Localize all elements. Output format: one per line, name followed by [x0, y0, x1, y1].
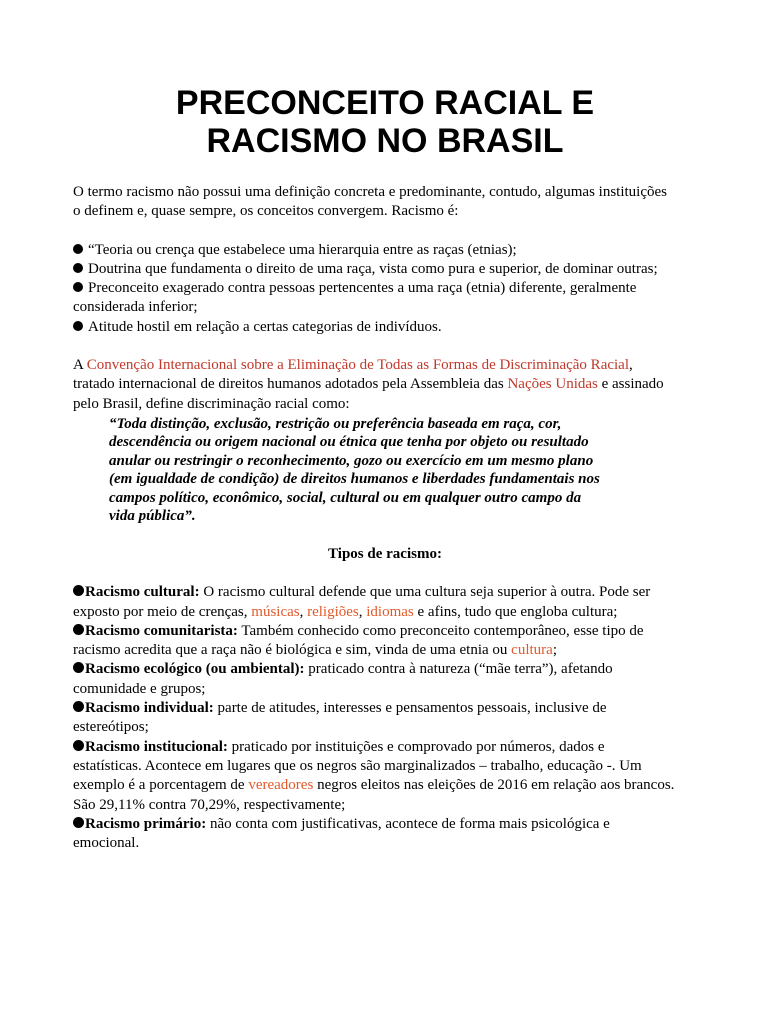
- intro-paragraph: [73, 183, 697, 222]
- convention-link[interactable]: Convenção Internacional sobre a Eliminação de Todas as Formas de Discriminação Racial: [86, 357, 629, 374]
- intro-line-2: o definem e, quase sempre, os conceitos convergem. Racismo é:: [73, 203, 459, 220]
- cultura-link[interactable]: cultura: [511, 642, 553, 659]
- religioes-link[interactable]: religiões: [307, 603, 359, 620]
- idiomas-link[interactable]: idiomas: [366, 603, 414, 620]
- title-line-2: RACISMO NO BRASIL: [206, 122, 564, 160]
- musicas-link[interactable]: músicas: [251, 603, 300, 620]
- definition-item: Doutrina que fundamenta o direito de uma raça, vista como pura e superior, de dominar outras;: [73, 260, 697, 279]
- spacer: [73, 222, 697, 241]
- type-item-ecologico: Racismo ecológico (ou ambiental): praticado contra à natureza (“mãe terra”), afetando comunidade e grupos;: [73, 661, 613, 697]
- bullet-icon: [73, 585, 84, 596]
- intro-line-1: O termo racismo não possui uma definição concreta e predominante, contudo, algumas instituições: [73, 184, 667, 200]
- bullet-icon: [73, 321, 83, 331]
- vereadores-link[interactable]: vereadores: [248, 777, 314, 794]
- type-item-institucional: Racismo institucional: praticado por instituições e comprovado por números, dados e estatísticas. Acontece em lugares que os negros são marginalizados – trabalho, educação -. Um exemplo é a porcentagem de vereadores negros eleitos nas eleições de 2016 em relação aos brancos. São 29,11% contra 70,29%, respectivamente;: [73, 738, 675, 813]
- bullet-icon: [73, 263, 83, 273]
- definition-item: Atitude hostil em relação a certas categorias de indivíduos.: [73, 318, 697, 337]
- definition-item-continuation: considerada inferior;: [73, 299, 198, 316]
- type-item-cultural: Racismo cultural: O racismo cultural defende que uma cultura seja superior à outra. Pode ser exposto por meio de crenças, músicas, religiões, idiomas e afins, tudo que engloba cultura;: [73, 584, 651, 620]
- convention-paragraph: A Convenção Internacional sobre a Eliminação de Todas as Formas de Discriminação Racial, tratado internacional de direitos humanos adotados pela Assembleia das Nações Unidas e assinado pelo Brasil, define discriminação racial como:: [73, 357, 664, 412]
- definition-list: [73, 241, 697, 337]
- document-page: [73, 84, 697, 853]
- bullet-icon: [73, 740, 84, 751]
- bullet-icon: [73, 701, 84, 712]
- definition-quote: “Toda distinção, exclusão, restrição ou preferência baseada em raça, cor, descendência ou origem nacional ou étnica que tenha por objeto ou resultado anular ou restringir o reconhecimento, gozo ou exercício em um mesmo plano (em igualdade de condição) de direitos humanos e liberdades fundamentais nos campos político, econômico, social, cultural ou em qualquer outro campo da vida pública”.: [109, 415, 600, 525]
- bullet-icon: [73, 282, 83, 292]
- bullet-icon: [73, 817, 84, 828]
- type-item-individual: Racismo individual: parte de atitudes, interesses e pensamentos pessoais, inclusive de estereótipos;: [73, 700, 607, 736]
- bullet-icon: [73, 244, 83, 254]
- definition-item: “Teoria ou crença que estabelece uma hierarquia entre as raças (etnias);: [73, 241, 697, 260]
- types-heading: Tipos de racismo:: [328, 545, 442, 562]
- bullet-icon: [73, 662, 84, 673]
- spacer: [73, 337, 697, 356]
- definition-item: Preconceito exagerado contra pessoas pertencentes a uma raça (etnia) diferente, geralmente: [73, 279, 697, 298]
- title-line-1: PRECONCEITO RACIAL E: [175, 84, 595, 122]
- nacoes-unidas-link[interactable]: Nações Unidas: [507, 376, 598, 393]
- page-title: [73, 84, 697, 160]
- bullet-icon: [73, 624, 84, 635]
- types-list: [73, 583, 697, 853]
- type-item-comunitarista: Racismo comunitarista: Também conhecido como preconceito contemporâneo, esse tipo de racismo acredita que a raça não é biológica e sim, vinda de uma etnia ou cultura;: [73, 622, 644, 659]
- type-item-primario: Racismo primário: não conta com justificativas, acontece de forma mais psicológica e emocional.: [73, 815, 610, 852]
